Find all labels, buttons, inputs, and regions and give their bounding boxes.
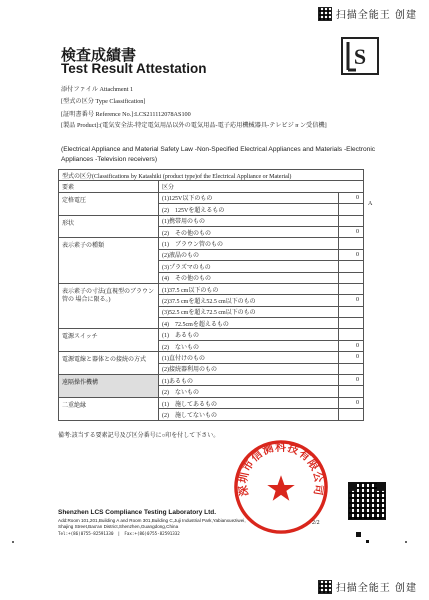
row-category: 表示素子の寸法(直視型のブラウン管の 場合に限る。)	[59, 283, 159, 329]
row-mark	[339, 215, 364, 226]
row-mark	[339, 261, 364, 272]
classification-table	[58, 169, 364, 421]
row-option: (1) 施してあるもの	[159, 397, 339, 408]
contact-line: Tel:+(86)0755-82591330 | Fax:+(86)0755-82591332	[58, 531, 180, 536]
row-mark	[339, 204, 364, 215]
scan-dot	[12, 541, 14, 543]
svg-text:S: S	[353, 44, 367, 69]
table-caption-row	[59, 170, 364, 181]
row-mark	[339, 318, 364, 329]
mark-square	[356, 532, 361, 537]
row-option: (1) ブラウン管のもの	[159, 238, 339, 249]
row-mark	[339, 329, 364, 340]
table-row	[59, 192, 364, 203]
mark-square	[366, 540, 369, 543]
row-option: (2) 125Vを超えるもの	[159, 204, 339, 215]
row-option: (2) 施してないもの	[159, 409, 339, 420]
scanner-label: 扫描全能王 创建	[335, 10, 417, 21]
table-row	[59, 397, 364, 408]
footnote: 備考:該当する要素記号及び区分番号に○印を付して下さい。	[58, 433, 220, 439]
row-mark	[339, 238, 364, 249]
scanner-badge-top	[318, 6, 417, 21]
lcs-logo-icon	[340, 36, 380, 76]
row-option: (2)接続器利用のもの	[159, 363, 339, 374]
table-row	[59, 375, 364, 386]
row-mark: 0	[339, 192, 364, 203]
row-mark: 0	[339, 375, 364, 386]
row-mark	[339, 363, 364, 374]
row-category: 形状	[59, 215, 159, 238]
scanner-badge-bottom	[318, 579, 417, 594]
address-line-2: Shajing Street,Bao'an District,Shenzhen,Guangdong,China	[58, 524, 179, 529]
table-header-row	[59, 181, 364, 192]
row-option: (4) 72.5cmを超えるもの	[159, 318, 339, 329]
side-mark: A	[368, 201, 373, 207]
row-option: (2) その他のもの	[159, 226, 339, 237]
header-element: 要素	[59, 181, 159, 192]
row-mark: 0	[339, 249, 364, 260]
row-option: (3)52.5 cmを超え72.5 cm以下のもの	[159, 306, 339, 317]
row-mark	[339, 283, 364, 294]
scan-dot	[405, 541, 407, 543]
qr-code	[348, 482, 386, 520]
row-category: 電源電線と器体との接続の方式	[59, 352, 159, 375]
row-mark: 0	[339, 295, 364, 306]
row-option: (1)携帯用のもの	[159, 215, 339, 226]
row-category: 表示素子の種類	[59, 238, 159, 284]
title-english: Test Result Attestation	[61, 61, 207, 76]
row-mark: 0	[339, 352, 364, 363]
qr-code-icon	[318, 7, 332, 21]
row-mark	[339, 272, 364, 283]
title-japanese: 検査成績書	[61, 46, 137, 64]
row-mark: 0	[339, 397, 364, 408]
row-option: (3)プラズマのもの	[159, 261, 339, 272]
row-option: (1)37.5 cm以下のもの	[159, 283, 339, 294]
row-option: (1)あるもの	[159, 375, 339, 386]
row-mark	[339, 386, 364, 397]
scanner-label: 扫描全能王 创建	[335, 583, 417, 594]
row-option: (2)37.5 cmを超え52.5 cm以下のもの	[159, 295, 339, 306]
svg-text:深圳市信测科技有限公司: 深圳市信测科技有限公司	[236, 440, 326, 498]
table-row	[59, 215, 364, 226]
row-category: 定格電圧	[59, 192, 159, 215]
row-mark: 0	[339, 340, 364, 351]
reference-number: [証明書番号 Reference No.]:LCS211112078AS100	[61, 111, 191, 118]
row-option: (1)直付けのもの	[159, 352, 339, 363]
product-english: (Electrical Appliance and Material Safety Law -Non-Specified Electrical Appliances and Materials -Electronic Appliances -Television receivers)	[61, 146, 376, 163]
row-option: (1)125V以下のもの	[159, 192, 339, 203]
attachment-line: 添付ファイル Attachment 1	[61, 86, 134, 93]
row-category: 二重絶縁	[59, 397, 159, 420]
row-option: (4) その他のもの	[159, 272, 339, 283]
page-number: 2/2	[312, 520, 320, 526]
product-line: [製品 Product]:(電気安全法-特定電気用品以外の電気用品-電子応用機械器具-テレビジョン受信機]	[61, 122, 327, 129]
table-row	[59, 283, 364, 294]
row-option: (1) あるもの	[159, 329, 339, 340]
qr-code-icon	[318, 580, 332, 594]
row-mark	[339, 409, 364, 420]
row-option: (2)液晶のもの	[159, 249, 339, 260]
classification-line: [型式の区分 Type Classification]	[61, 98, 146, 105]
header-division: 区分	[159, 181, 364, 192]
row-option: (2) ないもの	[159, 386, 339, 397]
row-category: 遠隔操作機構	[59, 375, 159, 398]
table-row	[59, 238, 364, 249]
address-line-1: Add:Room 101,201,Building A and Room 301,Building C,Juji Industrial Park,Yabianxueziwei,	[58, 518, 246, 523]
table-caption: 型式の区分(Classifications by Katashiki (product type)of the Electrical Appliance or Material)	[59, 170, 364, 181]
table-row	[59, 329, 364, 340]
row-mark: 0	[339, 226, 364, 237]
company-name: Shenzhen LCS Compliance Testing Laboratory Ltd.	[58, 509, 217, 516]
table-row	[59, 352, 364, 363]
row-mark	[339, 306, 364, 317]
row-category: 電源スイッチ	[59, 329, 159, 352]
row-option: (2) ないもの	[159, 340, 339, 351]
